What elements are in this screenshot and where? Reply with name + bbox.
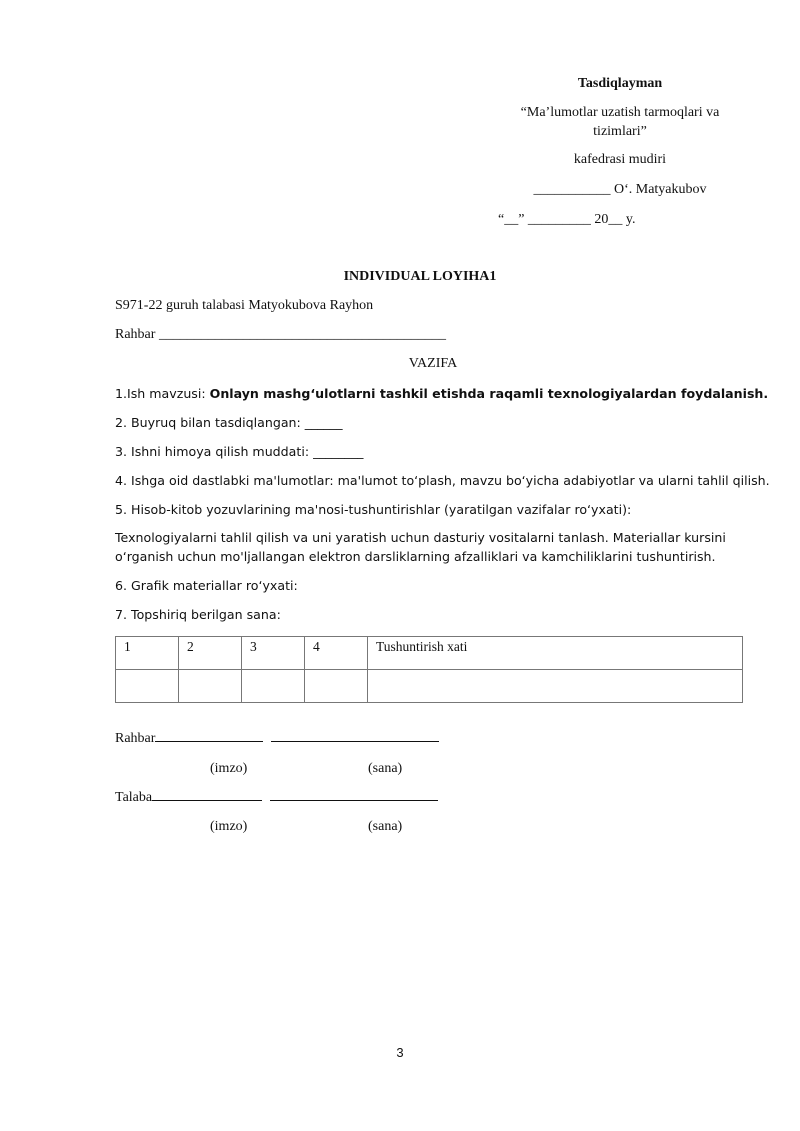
table-cell <box>305 670 368 703</box>
table-cell <box>242 670 305 703</box>
talaba-label: Talaba <box>115 790 153 805</box>
item-5: 5. Hisob-kitob yozuvlarining ma'nosi-tushuntirishlar (yaratilgan vazifalar ro‘yxati): <box>115 502 632 517</box>
item-1 <box>115 386 768 401</box>
approval-date: “__” _________ 20__ y. <box>498 212 636 227</box>
talaba-signature-line <box>115 790 438 806</box>
approval-signer: ___________ O‘. Matyakubov <box>533 182 707 197</box>
approval-dept-line1: “Ma’lumotlar uzatish tarmoqlari va <box>520 105 720 120</box>
supervisor-blank: _________________________________________ <box>158 327 446 342</box>
talaba-sign-blank <box>152 800 262 801</box>
item-6: 6. Grafik materiallar ro‘yxati: <box>115 578 298 593</box>
table-header-cell: 3 <box>242 637 305 670</box>
supervisor-label: Rahbar <box>115 327 156 342</box>
supervisor-line <box>115 327 446 343</box>
table-header-cell: 4 <box>305 637 368 670</box>
item-4: 4. Ishga oid dastlabki ma'lumotlar: ma'lumot to‘plash, mavzu bo‘yicha adabiyotlar va ularni tahlil qilish. <box>115 473 770 488</box>
table-cell <box>179 670 242 703</box>
document-title: INDIVIDUAL LOYIHA1 <box>343 269 497 284</box>
item-2: 2. Buyruq bilan tasdiqlangan: ______ <box>115 415 343 430</box>
talaba-imzo-caption: (imzo) <box>210 819 248 834</box>
table-header-cell: 1 <box>116 637 179 670</box>
task-heading: VAZIFA <box>408 356 458 371</box>
page-number: 3 <box>396 1045 404 1060</box>
student-line: S971-22 guruh talabasi Matyokubova Rayhon <box>115 298 374 313</box>
item-1-prefix: 1.Ish mavzusi: <box>115 386 210 401</box>
table-cell <box>368 670 743 703</box>
item-7: 7. Topshiriq berilgan sana: <box>115 607 281 622</box>
table-row <box>116 670 743 703</box>
table-header-row <box>116 637 743 670</box>
talaba-date-blank <box>270 800 438 801</box>
talaba-sana-caption: (sana) <box>368 819 403 834</box>
rahbar-label: Rahbar <box>115 731 156 746</box>
item-5-text-line1: Texnologiyalarni tahlil qilish va uni yaratish uchun dasturiy vositalarni tanlash. Materiallar kursini <box>115 530 726 545</box>
item-5-text-line2: o‘rganish uchun mo'ljallangan elektron darsliklarning afzalliklari va kamchiliklarini tushuntirish. <box>115 549 716 564</box>
item-3: 3. Ishni himoya qilish muddati: ________ <box>115 444 364 459</box>
rahbar-signature-line <box>115 731 439 747</box>
rahbar-sana-caption: (sana) <box>368 761 403 776</box>
table-header-cell: 2 <box>179 637 242 670</box>
rahbar-date-blank <box>271 741 439 742</box>
rahbar-sign-blank <box>155 741 263 742</box>
rahbar-imzo-caption: (imzo) <box>210 761 248 776</box>
approval-heading: Tasdiqlayman <box>577 76 663 91</box>
task-table <box>115 636 743 703</box>
item-1-topic: Onlayn mashg‘ulotlarni tashkil etishda raqamli texnologiyalardan foydalanish. <box>209 386 769 401</box>
table-cell <box>116 670 179 703</box>
approval-dept-line2: tizimlari” <box>593 124 647 139</box>
approval-dept-line3: kafedrasi mudiri <box>573 152 667 167</box>
table-header-cell: Tushuntirish xati <box>368 637 743 670</box>
